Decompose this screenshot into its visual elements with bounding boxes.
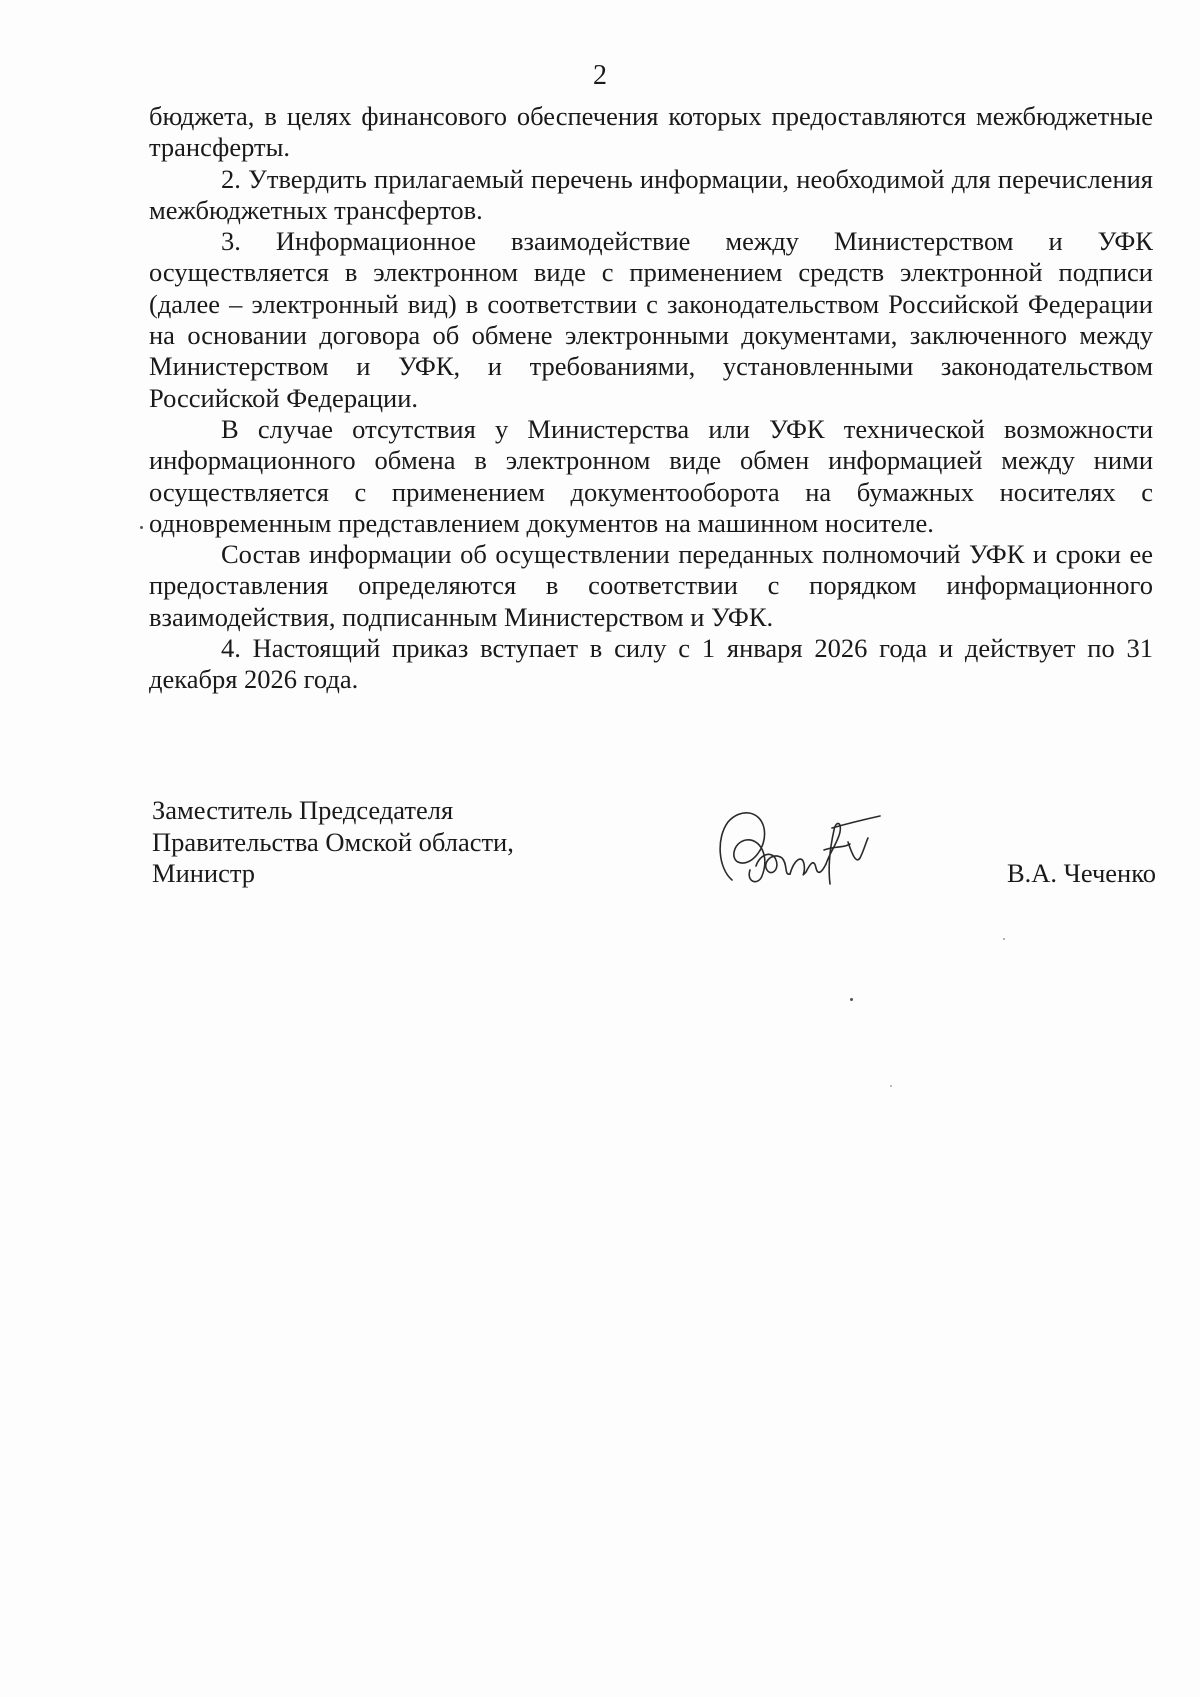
paragraph-continuation: бюджета, в целях финансового обеспечения которых предоставляются межбюджетные трансферты. bbox=[149, 101, 1153, 163]
paragraph-information-composition: Состав информации об осуществлении переданных полномочий УФК и сроки ее предоставления определяются в соответствии с порядком информационного взаимодействия, подписанным Министерством и УФК. bbox=[149, 539, 1153, 632]
scan-speck bbox=[140, 526, 143, 529]
signer-position-line: Правительства Омской области, bbox=[152, 826, 514, 857]
signer-name: В.А. Чеченко bbox=[1006, 858, 1156, 888]
scan-speck bbox=[850, 998, 853, 1001]
scan-speck bbox=[1003, 938, 1005, 940]
scan-speck bbox=[890, 1085, 892, 1087]
paragraph-item-3: 3. Информационное взаимодействие между Министерством и УФК осуществляется в электронном виде с применением средств электронной подписи (далее – электронный вид) в соответствии с законодательством Российской Федерации на основании договора об обмене электронными документами, заключенного между Министерством и УФК, и требованиями, установленными законодательством Российской Федерации. bbox=[149, 226, 1153, 413]
paragraph-item-2: 2. Утвердить прилагаемый перечень информации, необходимой для перечисления межбюджетных трансфертов. bbox=[149, 163, 1153, 225]
signer-position-line: Заместитель Председателя bbox=[152, 795, 454, 825]
document-body bbox=[149, 101, 1153, 696]
handwritten-signature bbox=[710, 798, 890, 898]
paragraph-item-4: 4. Настоящий приказ вступает в силу с 1 января 2026 года и действует по 31 декабря 2026 года. bbox=[149, 633, 1153, 695]
signer-position bbox=[152, 795, 632, 890]
signature-block bbox=[152, 795, 1156, 905]
page-number: 2 bbox=[593, 60, 607, 91]
signer-position-line: Министр bbox=[152, 858, 256, 888]
paragraph-paper-exchange: В случае отсутствия у Министерства или УФК технической возможности информационного обмена в электронном виде обмен информацией между ними осуществляется с применением документооборота на бумажных носителях с одновременным представлением документов на машинном носителе. bbox=[149, 413, 1153, 538]
